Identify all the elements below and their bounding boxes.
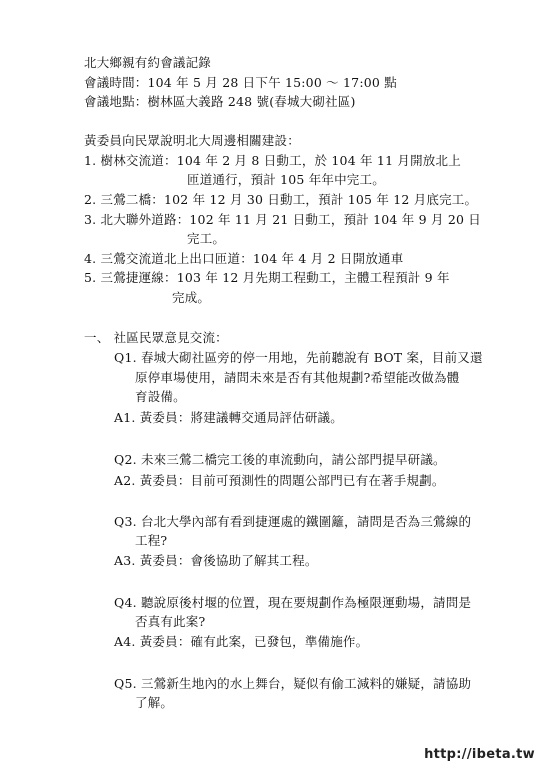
- question-3-line1: Q3. 台北大學內部有看到捷運處的鐵圍籬，請問是否為三鶯線的: [114, 514, 472, 529]
- question-4-line2: 否真有此案?: [135, 614, 206, 629]
- question-2-line1: Q2. 未來三鶯二橋完工後的車流動向，請公部門提早研議。: [114, 452, 446, 467]
- answer-3: A3. 黃委員：會後協助了解其工程。: [114, 553, 318, 568]
- project-item-1-line2: 匝道通行，預計 105 年年中完工。: [187, 172, 385, 187]
- question-5-line1: Q5. 三鶯新生地內的水上舞台，疑似有偷工減料的嫌疑，請協助: [114, 676, 472, 691]
- question-1-line3: 育設備。: [135, 389, 186, 404]
- answer-1: A1. 黃委員：將建議轉交通局評估研議。: [114, 410, 343, 425]
- watermark-text: http://ibeta.tw: [424, 747, 535, 762]
- answer-2: A2. 黃委員：目前可預測性的問題公部門已有在著手規劃。: [114, 473, 445, 488]
- project-item-3-line2: 完工。: [187, 231, 226, 246]
- meeting-time: 會議時間：104 年 5 月 28 日下午 15:00 ～ 17:00 點: [84, 75, 397, 90]
- question-5-line2: 了解。: [135, 695, 174, 710]
- question-4-line1: Q4. 聽說原後村堰的位置，現在要規劃作為極限運動場，請問是: [114, 595, 472, 610]
- project-item-4-line1: 4. 三鶯交流道北上出口匝道：104 年 4 月 2 日開放通車: [84, 251, 404, 266]
- project-item-2-line1: 2. 三鶯二橋：102 年 12 月 30 日動工，預計 105 年 12 月底完工。: [84, 192, 478, 207]
- meeting-place: 會議地點：樹林區大義路 248 號(春城大砌社區): [84, 94, 356, 109]
- project-item-3-line1: 3. 北大聯外道路：102 年 11 月 21 日動工，預計 104 年 9 月 20 日: [84, 212, 481, 227]
- project-item-1-line1: 1. 樹林交流道：104 年 2 月 8 日動工，於 104 年 11 月開放北上: [84, 153, 461, 168]
- project-item-5-line1: 5. 三鶯捷運線：103 年 12 月先期工程動工，主體工程預計 9 年: [84, 270, 450, 285]
- question-3-line2: 工程?: [135, 533, 168, 548]
- section-title: 一、 社區民眾意見交流：: [84, 330, 228, 345]
- intro-text: 黃委員向民眾說明北大周邊相關建設：: [84, 133, 300, 148]
- question-1-line1: Q1. 春城大砌社區旁的停一用地，先前聽說有 BOT 案，目前又還: [114, 350, 483, 365]
- answer-4: A4. 黃委員：確有此案，已發包，準備施作。: [114, 634, 369, 649]
- project-item-5-line2: 完成。: [172, 290, 211, 305]
- document-title: 北大鄉親有約會議記錄: [84, 55, 212, 70]
- question-1-line2: 原停車場使用，請問未來是否有其他規劃?希望能改做為體: [135, 370, 460, 385]
